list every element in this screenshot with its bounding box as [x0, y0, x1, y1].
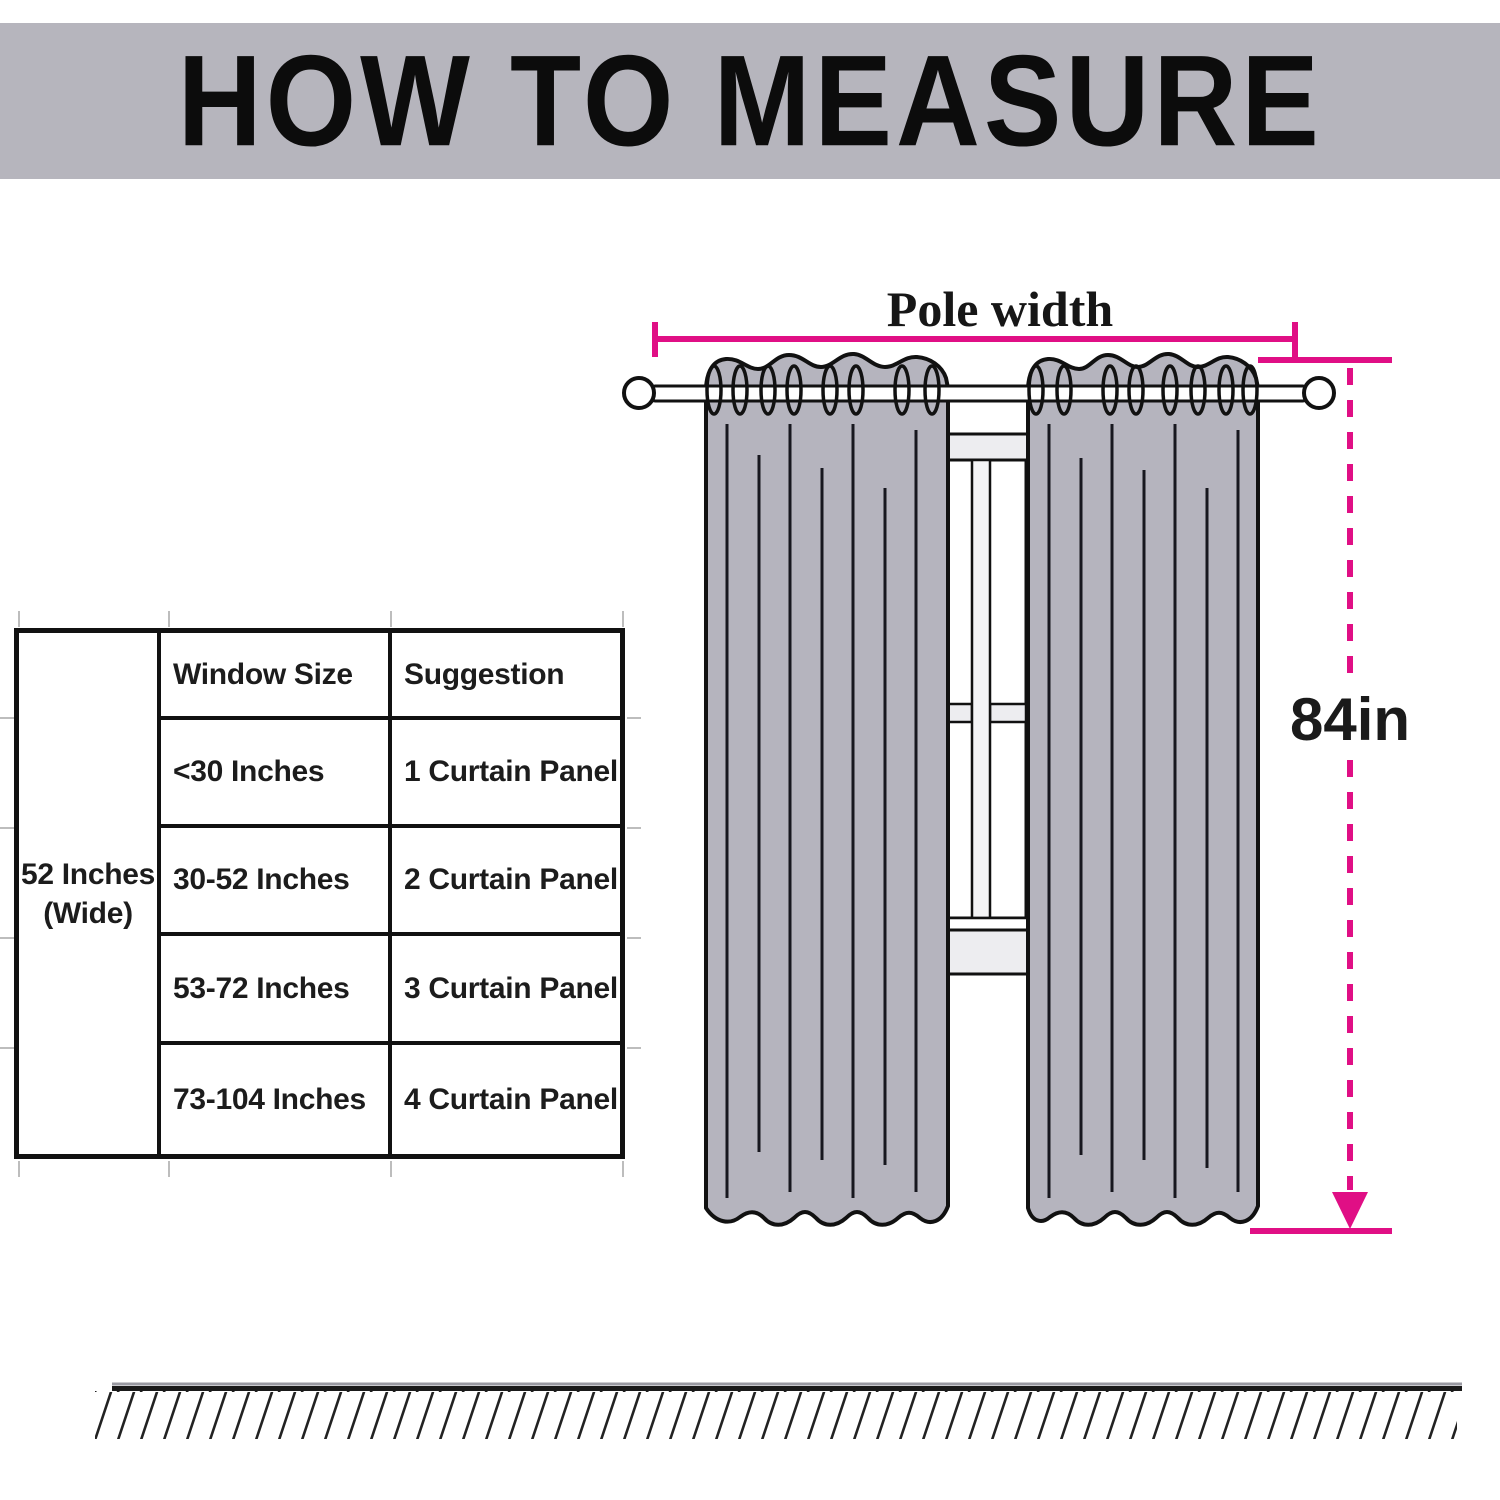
window-mullion [972, 460, 990, 918]
height-measure [1250, 360, 1392, 1231]
table-row-suggestion: 2 Curtain Panel [392, 828, 620, 936]
col-header-suggestion: Suggestion [392, 633, 620, 720]
curtain-panel-left [706, 354, 948, 1225]
height-arrow-down-icon [1332, 1192, 1368, 1229]
page-title: HOW TO MEASURE [177, 28, 1323, 174]
table-row-suggestion: 1 Curtain Panel [392, 720, 620, 828]
table-row-size: 53-72 Inches [161, 936, 392, 1045]
height-label: 84in [1289, 686, 1411, 753]
side-header-line1: 52 Inches [20, 857, 156, 891]
pole-bar [652, 386, 1306, 401]
curtain-left-body [706, 354, 948, 1225]
table-row-size: <30 Inches [161, 720, 392, 828]
pole-width-label: Pole width [886, 281, 1114, 337]
table-row-suggestion: 4 Curtain Panel [404, 1082, 618, 1116]
floor [95, 1384, 1462, 1439]
side-header-line2: (Wide) [43, 896, 133, 930]
table-row-suggestion: 3 Curtain Panel [392, 936, 620, 1045]
table-row-size: 30-52 Inches [161, 828, 392, 936]
col-header-window-size: Window Size [161, 633, 392, 720]
curtain-panel-right [1028, 354, 1258, 1225]
table-row-size: 73-104 Inches [161, 1045, 392, 1154]
floor-line [112, 1386, 1462, 1391]
floor-hatching [95, 1391, 1457, 1439]
window-crossbar-right [990, 704, 1026, 722]
pole-finial-right [1304, 378, 1334, 408]
pole-finial-left [624, 378, 654, 408]
